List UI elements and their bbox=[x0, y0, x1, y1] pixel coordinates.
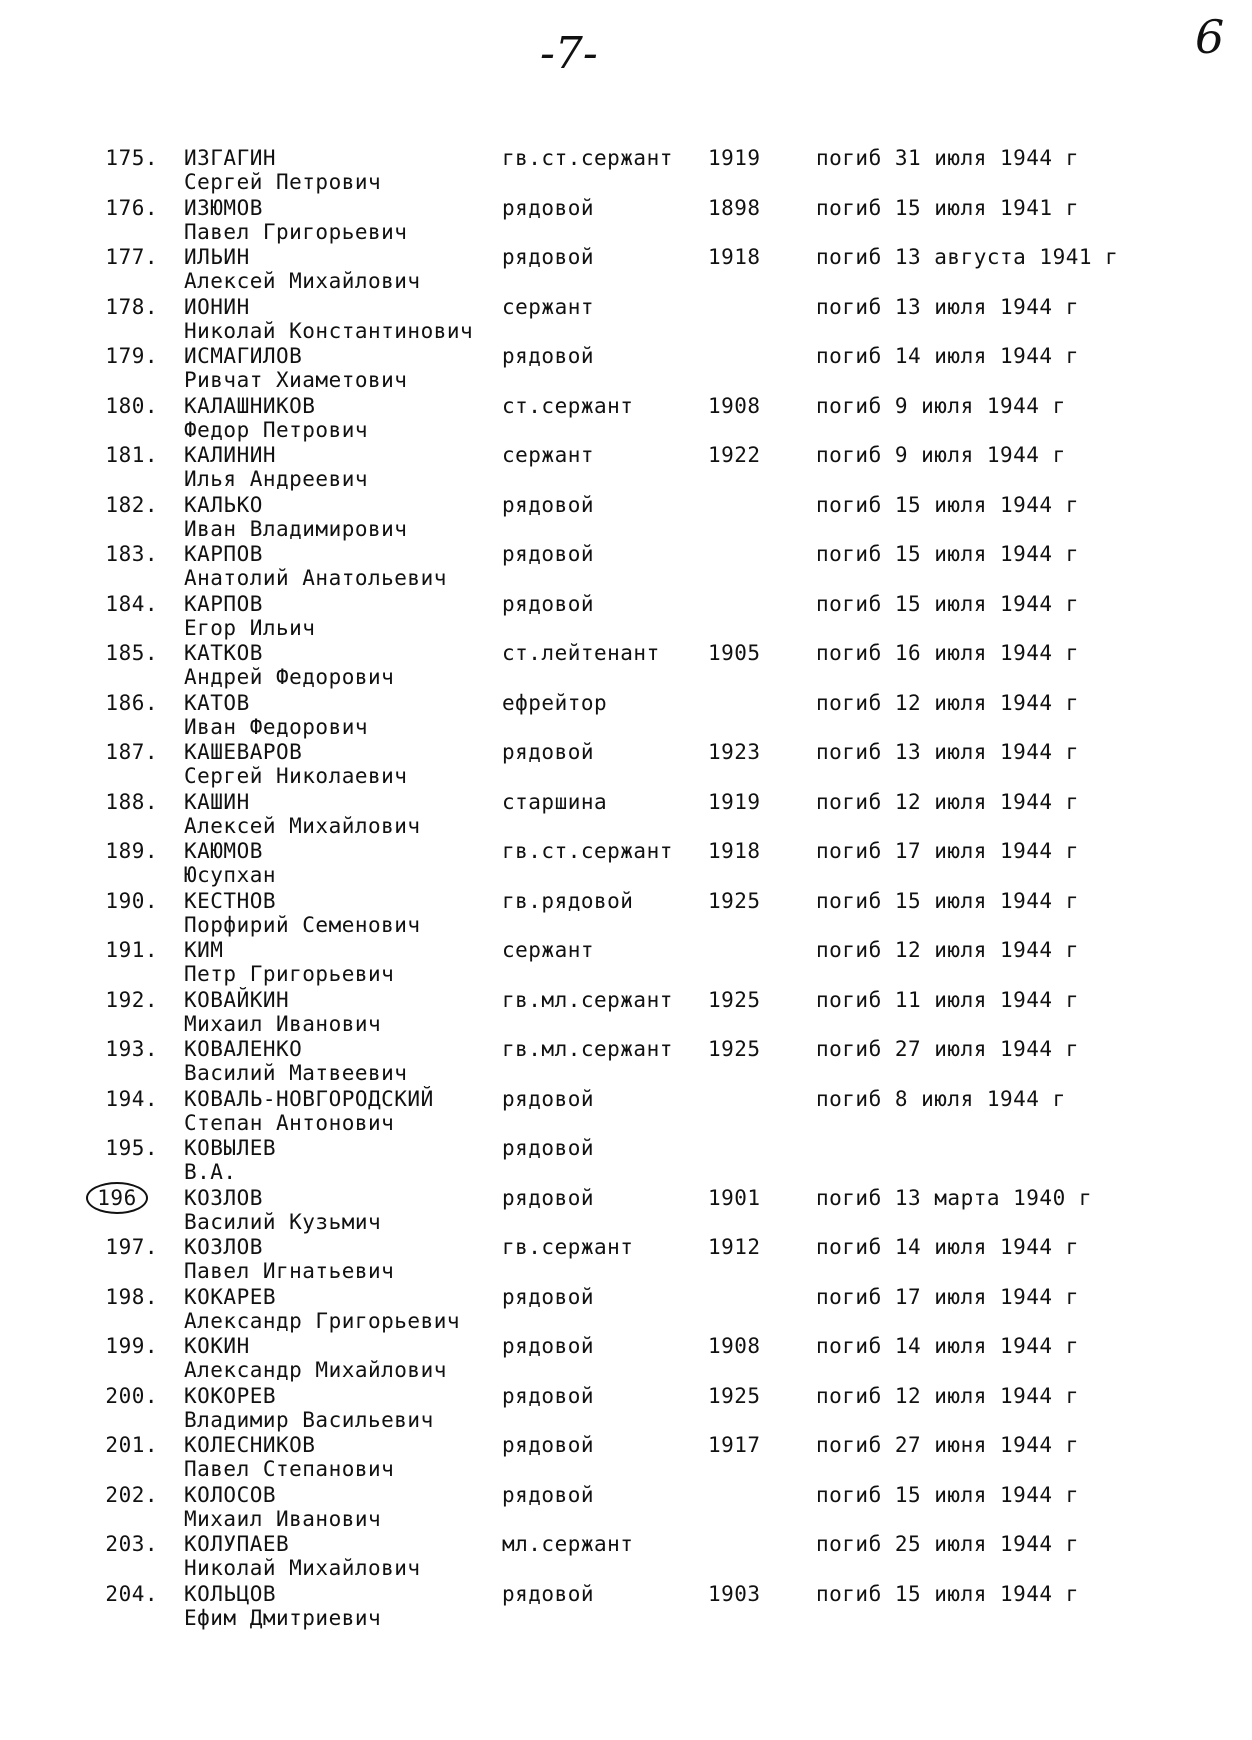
entry-given-names: Федор Петрович bbox=[184, 417, 369, 442]
entry-surname: ИЗГАГИН bbox=[184, 146, 277, 170]
list-item bbox=[0, 542, 1252, 592]
entry-birth-year: 1922 bbox=[708, 443, 761, 467]
entry-number: 188. bbox=[105, 789, 158, 814]
entry-fate: погиб 15 июля 1944 г bbox=[816, 1482, 1079, 1507]
list-item bbox=[0, 1136, 1252, 1186]
entry-birth-year: 1908 bbox=[708, 393, 761, 418]
entry-birth-year: 1912 bbox=[708, 1235, 761, 1259]
entry-given-names: Алексей Михайлович bbox=[184, 813, 421, 838]
entry-birth-year: 1925 bbox=[708, 888, 761, 913]
entry-given-names: Николай Михайлович bbox=[184, 1556, 421, 1580]
list-item bbox=[0, 1037, 1252, 1087]
entry-number: 185. bbox=[105, 641, 158, 665]
entry-surname: КАРПОВ bbox=[184, 591, 263, 616]
entry-surname: КОВЫЛЕВ bbox=[184, 1136, 277, 1160]
entry-fate: погиб 12 июля 1944 г bbox=[816, 1383, 1079, 1408]
entry-number: 201. bbox=[105, 1433, 158, 1457]
entry-surname: КОВАЛЕНКО bbox=[184, 1037, 303, 1061]
entry-fate: погиб 15 июля 1944 г bbox=[816, 1581, 1079, 1606]
entry-given-names: Анатолий Анатольевич bbox=[184, 566, 447, 590]
entry-rank: мл.сержант bbox=[502, 1532, 634, 1556]
entry-fate: погиб 15 июля 1941 г bbox=[816, 195, 1079, 220]
entry-fate: погиб 25 июля 1944 г bbox=[816, 1532, 1079, 1556]
entry-surname: КАЛАШНИКОВ bbox=[184, 393, 316, 418]
entry-given-names: Степан Антонович bbox=[184, 1110, 395, 1135]
list-item bbox=[0, 394, 1252, 444]
entry-rank: рядовой bbox=[502, 740, 595, 764]
entry-rank: рядовой bbox=[502, 591, 595, 616]
entry-number: 181. bbox=[105, 443, 158, 467]
list-item bbox=[0, 146, 1252, 196]
entry-given-names: Ефим Дмитриевич bbox=[184, 1605, 382, 1630]
entry-rank: рядовой bbox=[502, 1433, 595, 1457]
entry-birth-year: 1905 bbox=[708, 641, 761, 665]
entry-surname: КОВАЙКИН bbox=[184, 987, 290, 1012]
list-item bbox=[0, 1285, 1252, 1335]
list-item bbox=[0, 988, 1252, 1038]
entry-number: 180. bbox=[105, 393, 158, 418]
entry-given-names: Михаил Иванович bbox=[184, 1011, 382, 1036]
entry-surname: КАТКОВ bbox=[184, 641, 263, 665]
casualty-list bbox=[0, 146, 1252, 1631]
entry-given-names: Павел Степанович bbox=[184, 1457, 395, 1481]
entry-rank: рядовой bbox=[502, 344, 595, 368]
entry-number: 192. bbox=[105, 987, 158, 1012]
entry-number: 191. bbox=[105, 938, 158, 962]
entry-surname: КОКОРЕВ bbox=[184, 1383, 277, 1408]
list-item bbox=[0, 740, 1252, 790]
entry-rank: ст.лейтенант bbox=[502, 641, 660, 665]
entry-birth-year: 1901 bbox=[708, 1185, 761, 1210]
entry-number: 183. bbox=[105, 542, 158, 566]
entry-surname: КАЮМОВ bbox=[184, 839, 263, 863]
entry-given-names: Иван Владимирович bbox=[184, 516, 408, 541]
entry-fate: погиб 13 августа 1941 г bbox=[816, 245, 1119, 269]
entry-number: 182. bbox=[105, 492, 158, 517]
entry-birth-year: 1918 bbox=[708, 839, 761, 863]
entry-birth-year: 1925 bbox=[708, 1037, 761, 1061]
entry-given-names: Павел Григорьевич bbox=[184, 219, 408, 244]
entry-number: 200. bbox=[105, 1383, 158, 1408]
entry-rank: старшина bbox=[502, 789, 608, 814]
entry-number: 179. bbox=[105, 344, 158, 368]
entry-surname: КИМ bbox=[184, 938, 224, 962]
entry-surname: КАРПОВ bbox=[184, 542, 263, 566]
list-item bbox=[0, 839, 1252, 889]
entry-given-names: Андрей Федорович bbox=[184, 665, 395, 689]
list-item bbox=[0, 938, 1252, 988]
entry-given-names: Ривчат Хиаметович bbox=[184, 368, 408, 392]
list-item bbox=[0, 691, 1252, 741]
entry-number: 189. bbox=[105, 839, 158, 863]
list-item bbox=[0, 344, 1252, 394]
entry-fate: погиб 12 июля 1944 г bbox=[816, 938, 1079, 962]
list-item bbox=[0, 1384, 1252, 1434]
entry-rank: рядовой bbox=[502, 1136, 595, 1160]
entry-rank: рядовой bbox=[502, 1086, 595, 1111]
entry-number: 177. bbox=[105, 245, 158, 269]
entry-given-names: Сергей Николаевич bbox=[184, 764, 408, 788]
entry-birth-year: 1903 bbox=[708, 1581, 761, 1606]
entry-fate: погиб 31 июля 1944 г bbox=[816, 146, 1079, 170]
entry-rank: рядовой bbox=[502, 195, 595, 220]
entry-surname: КОЛЬЦОВ bbox=[184, 1581, 277, 1606]
entry-given-names: В.А. bbox=[184, 1160, 237, 1184]
list-item bbox=[0, 196, 1252, 246]
entry-number: 197. bbox=[105, 1235, 158, 1259]
entry-fate: погиб 9 июля 1944 г bbox=[816, 393, 1066, 418]
entry-surname: КОЗЛОВ bbox=[184, 1185, 263, 1210]
entry-rank: гв.мл.сержант bbox=[502, 1037, 673, 1061]
entry-rank: ст.сержант bbox=[502, 393, 634, 418]
entry-surname: КАТОВ bbox=[184, 690, 250, 715]
entry-number: 193. bbox=[105, 1037, 158, 1061]
list-item bbox=[0, 295, 1252, 345]
entry-rank: сержант bbox=[502, 443, 595, 467]
entry-given-names: Николай Константинович bbox=[184, 318, 474, 343]
list-item bbox=[0, 592, 1252, 642]
entry-surname: КЕСТНОВ bbox=[184, 888, 277, 913]
entry-given-names: Михаил Иванович bbox=[184, 1506, 382, 1531]
entry-fate: погиб 27 июня 1944 г bbox=[816, 1433, 1079, 1457]
entry-surname: ИЗЮМОВ bbox=[184, 195, 263, 220]
entry-fate: погиб 14 июля 1944 г bbox=[816, 1235, 1079, 1259]
entry-surname: КОЛЕСНИКОВ bbox=[184, 1433, 316, 1457]
entry-surname: КОЛОСОВ bbox=[184, 1482, 277, 1507]
list-item bbox=[0, 1582, 1252, 1632]
entry-fate: погиб 13 июля 1944 г bbox=[816, 294, 1079, 319]
entry-number: 199. bbox=[105, 1334, 158, 1358]
entry-number: 198. bbox=[105, 1284, 158, 1309]
entry-number: 196 bbox=[86, 1182, 148, 1214]
entry-fate: погиб 17 июля 1944 г bbox=[816, 839, 1079, 863]
entry-given-names: Илья Андреевич bbox=[184, 467, 369, 491]
entry-fate: погиб 15 июля 1944 г bbox=[816, 492, 1079, 517]
entry-surname: ИОНИН bbox=[184, 294, 250, 319]
entry-birth-year: 1923 bbox=[708, 740, 761, 764]
entry-birth-year: 1919 bbox=[708, 146, 761, 170]
entry-given-names: Александр Михайлович bbox=[184, 1358, 447, 1382]
list-item bbox=[0, 889, 1252, 939]
entry-fate: погиб 13 марта 1940 г bbox=[816, 1185, 1093, 1210]
list-item bbox=[0, 1334, 1252, 1384]
entry-fate: погиб 15 июля 1944 г bbox=[816, 591, 1079, 616]
entry-rank: рядовой bbox=[502, 1185, 595, 1210]
entry-fate: погиб 12 июля 1944 г bbox=[816, 789, 1079, 814]
entry-surname: КАШЕВАРОВ bbox=[184, 740, 303, 764]
entry-birth-year: 1917 bbox=[708, 1433, 761, 1457]
entry-birth-year: 1908 bbox=[708, 1334, 761, 1358]
sheet-number: 6 bbox=[1195, 10, 1225, 64]
entry-given-names: Василий Кузьмич bbox=[184, 1209, 382, 1234]
entry-surname: КОКИН bbox=[184, 1334, 250, 1358]
entry-number: 187. bbox=[105, 740, 158, 764]
entry-birth-year: 1898 bbox=[708, 195, 761, 220]
entry-given-names: Владимир Васильевич bbox=[184, 1407, 434, 1432]
entry-given-names: Егор Ильич bbox=[184, 615, 316, 640]
entry-fate: погиб 27 июля 1944 г bbox=[816, 1037, 1079, 1061]
entry-fate: погиб 9 июля 1944 г bbox=[816, 443, 1066, 467]
entry-given-names: Петр Григорьевич bbox=[184, 962, 395, 986]
list-item bbox=[0, 1483, 1252, 1533]
entry-surname: КАШИН bbox=[184, 789, 250, 814]
entry-number: 186. bbox=[105, 690, 158, 715]
entry-number: 203. bbox=[105, 1532, 158, 1556]
entry-fate: погиб 12 июля 1944 г bbox=[816, 690, 1079, 715]
entry-rank: рядовой bbox=[502, 542, 595, 566]
entry-given-names: Василий Матвеевич bbox=[184, 1061, 408, 1085]
entry-number: 176. bbox=[105, 195, 158, 220]
entry-rank: рядовой bbox=[502, 1581, 595, 1606]
entry-rank: рядовой bbox=[502, 245, 595, 269]
entry-fate: погиб 13 июля 1944 г bbox=[816, 740, 1079, 764]
entry-surname: КОЗЛОВ bbox=[184, 1235, 263, 1259]
entry-rank: гв.ст.сержант bbox=[502, 146, 673, 170]
entry-birth-year: 1918 bbox=[708, 245, 761, 269]
entry-number: 204. bbox=[105, 1581, 158, 1606]
entry-number: 202. bbox=[105, 1482, 158, 1507]
entry-rank: гв.мл.сержант bbox=[502, 987, 673, 1012]
entry-surname: ИЛЬИН bbox=[184, 245, 250, 269]
entry-fate: погиб 17 июля 1944 г bbox=[816, 1284, 1079, 1309]
entry-surname: КОКАРЕВ bbox=[184, 1284, 277, 1309]
list-item bbox=[0, 443, 1252, 493]
entry-rank: гв.рядовой bbox=[502, 888, 634, 913]
entry-rank: рядовой bbox=[502, 492, 595, 517]
entry-number: 178. bbox=[105, 294, 158, 319]
entry-fate: погиб 15 июля 1944 г bbox=[816, 888, 1079, 913]
entry-given-names: Юсупхан bbox=[184, 863, 277, 887]
entry-rank: рядовой bbox=[502, 1334, 595, 1358]
list-item bbox=[0, 1433, 1252, 1483]
entry-rank: рядовой bbox=[502, 1383, 595, 1408]
entry-surname: ИСМАГИЛОВ bbox=[184, 344, 303, 368]
entry-fate: погиб 15 июля 1944 г bbox=[816, 542, 1079, 566]
entry-fate: погиб 16 июля 1944 г bbox=[816, 641, 1079, 665]
entry-birth-year: 1919 bbox=[708, 789, 761, 814]
entry-rank: гв.ст.сержант bbox=[502, 839, 673, 863]
entry-number: 190. bbox=[105, 888, 158, 913]
entry-birth-year: 1925 bbox=[708, 1383, 761, 1408]
entry-surname: КАЛЬКО bbox=[184, 492, 263, 517]
entry-given-names: Александр Григорьевич bbox=[184, 1308, 461, 1333]
entry-number: 184. bbox=[105, 591, 158, 616]
entry-rank: ефрейтор bbox=[502, 690, 608, 715]
entry-given-names: Сергей Петрович bbox=[184, 170, 382, 194]
entry-number: 175. bbox=[105, 146, 158, 170]
list-item bbox=[0, 1532, 1252, 1582]
entry-given-names: Иван Федорович bbox=[184, 714, 369, 739]
list-item bbox=[0, 245, 1252, 295]
entry-rank: гв.сержант bbox=[502, 1235, 634, 1259]
entry-birth-year: 1925 bbox=[708, 987, 761, 1012]
entry-surname: КАЛИНИН bbox=[184, 443, 277, 467]
entry-rank: рядовой bbox=[502, 1482, 595, 1507]
entry-given-names: Павел Игнатьевич bbox=[184, 1259, 395, 1283]
entry-rank: рядовой bbox=[502, 1284, 595, 1309]
entry-given-names: Порфирий Семенович bbox=[184, 912, 421, 937]
list-item bbox=[0, 1235, 1252, 1285]
entry-fate: погиб 8 июля 1944 г bbox=[816, 1086, 1066, 1111]
list-item bbox=[0, 493, 1252, 543]
entry-rank: сержант bbox=[502, 294, 595, 319]
entry-rank: сержант bbox=[502, 938, 595, 962]
entry-number: 194. bbox=[105, 1086, 158, 1111]
entry-surname: КОВАЛЬ-НОВГОРОДСКИЙ bbox=[184, 1086, 434, 1111]
entry-surname: КОЛУПАЕВ bbox=[184, 1532, 290, 1556]
list-item bbox=[0, 641, 1252, 691]
entry-fate: погиб 14 июля 1944 г bbox=[816, 344, 1079, 368]
entry-given-names: Алексей Михайлович bbox=[184, 269, 421, 293]
entry-number: 195. bbox=[105, 1136, 158, 1160]
entry-fate: погиб 14 июля 1944 г bbox=[816, 1334, 1079, 1358]
list-item bbox=[0, 1087, 1252, 1137]
entry-fate: погиб 11 июля 1944 г bbox=[816, 987, 1079, 1012]
list-item bbox=[0, 1186, 1252, 1236]
page-number: -7- bbox=[540, 28, 598, 79]
list-item bbox=[0, 790, 1252, 840]
